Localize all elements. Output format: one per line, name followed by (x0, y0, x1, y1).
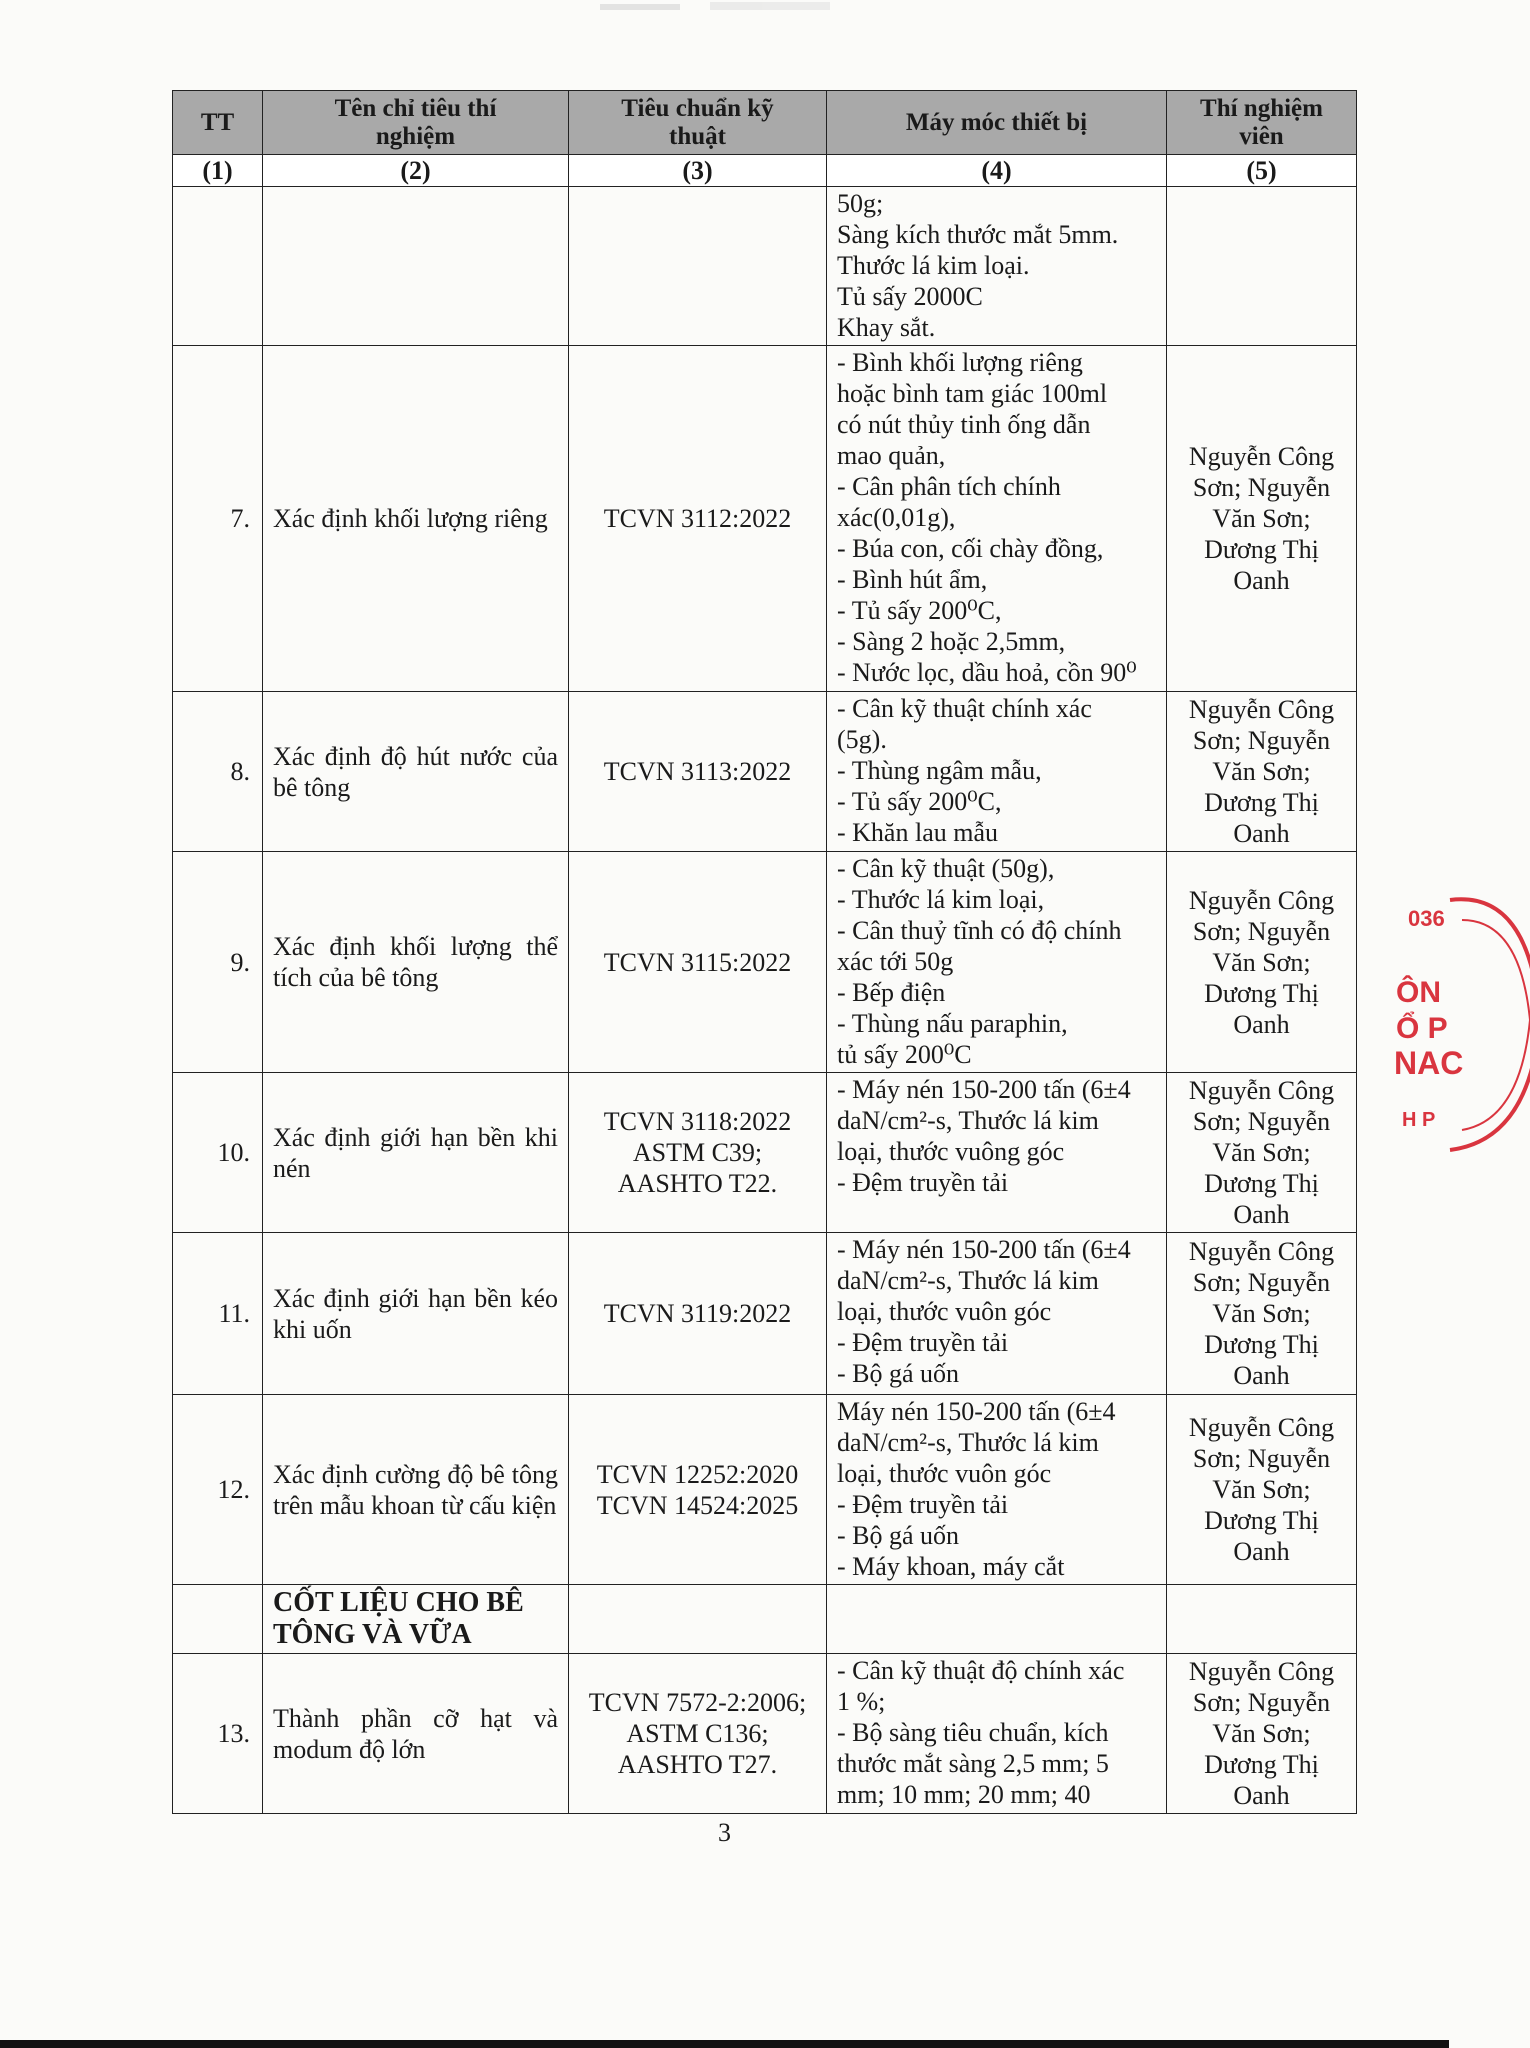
cell-line: - Cân kỹ thuật (50g), (837, 854, 1055, 883)
colnum-2: (2) (263, 155, 569, 187)
cell-line: xác(0,01g), (837, 503, 956, 532)
cell-line: - Tủ sấy 200⁰C, (837, 596, 1002, 625)
cell-line: Máy nén 150-200 tấn (6±4 (837, 1397, 1116, 1426)
cell-line: - Sàng 2 hoặc 2,5mm, (837, 627, 1066, 656)
cell-line: Văn Sơn; (1212, 504, 1311, 533)
colnum-1: (1) (173, 155, 263, 187)
cell-technician (1167, 1395, 1357, 1585)
cell-tt (173, 1585, 263, 1654)
cell-technician (1167, 346, 1357, 692)
cell-test-name: Thành phần cỡ hạt và modum độ lớn (263, 1654, 569, 1814)
cell-line: - Nước lọc, dầu hoả, cồn 90⁰ (837, 658, 1137, 687)
cell-standard (569, 1395, 827, 1585)
cell-line: - Máy nén 150-200 tấn (6±4 (837, 1075, 1131, 1104)
cell-line: Oanh (1233, 1200, 1290, 1229)
cell-line: 50g; (837, 189, 884, 218)
cell-person (1167, 1585, 1357, 1654)
cell-line: Văn Sơn; (1212, 947, 1311, 977)
header-equipment: Máy móc thiết bị (827, 91, 1167, 155)
cell-equipment (827, 692, 1167, 852)
cell-technician (1167, 1654, 1357, 1814)
cell-standard (569, 852, 827, 1073)
scan-bottom-edge (0, 2040, 1449, 2048)
cell-standard (569, 346, 827, 692)
cell-tt: 8. (173, 692, 263, 852)
cell-technician (1167, 692, 1357, 852)
cell-line: - Bộ gá uốn (837, 1521, 960, 1550)
header-standard: Tiêu chuẩn kỹ thuật (569, 91, 827, 155)
cell-line: loại, thước vuôn góc (837, 1297, 1052, 1326)
cell-line: AASHTO T22. (617, 1169, 778, 1198)
cell-line: TCVN 3115:2022 (603, 947, 792, 977)
header-person: Thí nghiệm viên (1167, 91, 1357, 155)
cell-line: Nguyễn Công (1188, 1413, 1335, 1442)
cell-line: Sàng kích thước mắt 5mm. (837, 220, 1119, 249)
cell-line: mm; 10 mm; 20 mm; 40 (837, 1780, 1091, 1809)
cell-line: - Bộ sàng tiêu chuẩn, kích (837, 1718, 1109, 1747)
cell-line: TCVN 3118:2022 (603, 1107, 792, 1136)
cell-line: - Cân thuỷ tĩnh có độ chính (837, 916, 1122, 945)
svg-text:Ổ P: Ổ P (1396, 1012, 1448, 1045)
cell-line: - Bình hút ẩm, (837, 565, 988, 594)
cell-equipment (827, 1073, 1167, 1233)
cell-line: Sơn; Nguyễn (1192, 1107, 1331, 1136)
cell-line: ASTM C39; (632, 1138, 763, 1167)
cell-technician (1167, 1233, 1357, 1395)
cell-test-name: Xác định khối lượng riêng (263, 346, 569, 692)
cell-line: Oanh (1233, 1361, 1290, 1390)
cell-standard (569, 1233, 827, 1395)
cell-test-name: Xác định khối lượng thể tích của bê tông (263, 852, 569, 1073)
cell-standard (569, 1585, 827, 1654)
cell-line: Oanh (1233, 1537, 1290, 1566)
cell-line: - Cân kỹ thuật độ chính xác (837, 1656, 1125, 1685)
section-title: CỐT LIỆU CHO BÊ TÔNG VÀ VỮA (263, 1585, 569, 1654)
cell-technician (1167, 852, 1357, 1073)
cell-line: Văn Sơn; (1212, 1719, 1311, 1748)
cell-line: Nguyễn Công (1188, 1076, 1335, 1105)
cell-line: Sơn; Nguyễn (1192, 726, 1331, 755)
cell-line: - Thùng ngâm mẫu, (837, 756, 1042, 785)
cell-line: Sơn; Nguyễn (1192, 1444, 1331, 1473)
table-row (173, 1233, 1357, 1395)
cell-line: Tủ sấy 2000C (837, 282, 983, 311)
svg-text:ÔN: ÔN (1396, 976, 1441, 1009)
cell-line: Dương Thị (1204, 1169, 1319, 1198)
cell-line: Nguyễn Công (1188, 695, 1335, 724)
cell-line: Văn Sơn; (1212, 1475, 1311, 1504)
cell-line: daN/cm²-s, Thước lá kim (837, 1428, 1099, 1457)
cell-line: Nguyễn Công (1188, 442, 1335, 471)
cell-line: - Bếp điện (837, 978, 946, 1007)
cell-tt: 13. (173, 1654, 263, 1814)
cell-tt: 7. (173, 346, 263, 692)
cell-line: TCVN 3113:2022 (603, 757, 792, 786)
table-row (173, 346, 1357, 692)
cell-line: - Bình khối lượng riêng (837, 348, 1083, 377)
cell-line: - Tủ sấy 200⁰C, (837, 787, 1002, 816)
cell-line: có nút thủy tinh ống dẫn (837, 410, 1091, 439)
cell-line: Oanh (1233, 1781, 1290, 1810)
table-row (173, 852, 1357, 1073)
cell-line: Dương Thị (1204, 1506, 1319, 1535)
colnum-4: (4) (827, 155, 1167, 187)
cell-line: Sơn; Nguyễn (1192, 473, 1331, 502)
cell-line: TCVN 7572-2:2006; (588, 1688, 807, 1717)
cell-line: - Đệm truyền tải (837, 1168, 1009, 1197)
cell-line: - Thước lá kim loại, (837, 885, 1045, 914)
cell-tt (173, 187, 263, 346)
cell-line: Oanh (1233, 819, 1290, 848)
cell-line: Dương Thị (1204, 788, 1319, 817)
cell-equipment (827, 346, 1167, 692)
cell-line: TCVN 14524:2025 (596, 1490, 799, 1520)
cell-technician (1167, 187, 1357, 346)
cell-line: Dương Thị (1204, 1330, 1319, 1359)
cell-line: Khay sắt. (837, 313, 936, 342)
cell-test-name (263, 187, 569, 346)
cell-line: Dương Thị (1204, 1750, 1319, 1779)
cell-standard (569, 692, 827, 852)
cell-line: - Đệm truyền tải (837, 1490, 1009, 1519)
cell-line: - Búa con, cối chày đồng, (837, 534, 1104, 563)
table-header-row (173, 91, 1357, 155)
header-tt: TT (173, 91, 263, 155)
cell-line: Văn Sơn; (1212, 757, 1311, 786)
cell-tt: 10. (173, 1073, 263, 1233)
cell-equipment (827, 1233, 1167, 1395)
cell-line: loại, thước vuông góc (837, 1137, 1065, 1166)
cell-equipment (827, 852, 1167, 1073)
cell-line: Sơn; Nguyễn (1192, 1688, 1331, 1717)
table-row (173, 1073, 1357, 1233)
svg-text:H P: H P (1402, 1109, 1436, 1131)
page-number: 3 (718, 1818, 731, 1847)
cell-line: - Thùng nấu paraphin, (837, 1009, 1068, 1038)
cell-test-name: Xác định cường độ bê tông trên mẫu khoan từ cấu kiện (263, 1395, 569, 1585)
section-row (173, 1585, 1357, 1654)
cell-tt: 11. (173, 1233, 263, 1395)
cell-equipment (827, 1395, 1167, 1585)
cell-line: TCVN 3112:2022 (603, 504, 792, 533)
cell-test-name: Xác định độ hút nước của bê tông (263, 692, 569, 852)
svg-text:036: 036 (1408, 906, 1445, 931)
cell-line: 1 %; (837, 1687, 886, 1716)
cell-standard (569, 1654, 827, 1814)
cell-line: xác tới 50g (837, 947, 954, 976)
cell-line: - Đệm truyền tải (837, 1328, 1009, 1357)
scan-artifact (590, 0, 860, 22)
cell-line: - Cân kỹ thuật chính xác (837, 694, 1092, 723)
cell-line: Dương Thị (1204, 978, 1319, 1008)
cell-line: tủ sấy 200⁰C (837, 1040, 972, 1069)
cell-technician (1167, 1073, 1357, 1233)
cell-equipment (827, 187, 1167, 346)
cell-line: - Máy khoan, máy cắt (837, 1552, 1065, 1581)
cell-standard (569, 187, 827, 346)
cell-line: loại, thước vuôn góc (837, 1459, 1052, 1488)
cell-line: (5g). (837, 725, 887, 754)
table-row (173, 187, 1357, 346)
colnum-5: (5) (1167, 155, 1357, 187)
cell-line: Oanh (1233, 1009, 1290, 1039)
cell-line: daN/cm²-s, Thước lá kim (837, 1266, 1099, 1295)
cell-tt: 9. (173, 852, 263, 1073)
cell-line: Nguyễn Công (1188, 1657, 1335, 1686)
cell-line: Văn Sơn; (1212, 1299, 1311, 1328)
cell-line: - Khăn lau mẫu (837, 818, 999, 847)
cell-line: hoặc bình tam giác 100ml (837, 379, 1108, 408)
cell-line: Văn Sơn; (1212, 1138, 1311, 1167)
header-name: Tên chỉ tiêu thí nghiệm (263, 91, 569, 155)
table-row (173, 1654, 1357, 1814)
cell-line: - Máy nén 150-200 tấn (6±4 (837, 1235, 1131, 1264)
cell-line: TCVN 3119:2022 (603, 1299, 792, 1328)
cell-equipment (827, 1585, 1167, 1654)
table-row (173, 692, 1357, 852)
cell-line: Thước lá kim loại. (837, 251, 1030, 280)
cell-line: daN/cm²-s, Thước lá kim (837, 1106, 1099, 1135)
cell-line: - Bộ gá uốn (837, 1359, 960, 1388)
cell-line: AASHTO T27. (617, 1750, 778, 1779)
cell-line: thước mắt sàng 2,5 mm; 5 (837, 1749, 1109, 1778)
table-body (173, 187, 1357, 1814)
column-number-row (173, 155, 1357, 187)
cell-line: - Cân phân tích chính (837, 472, 1061, 501)
criteria-table (172, 90, 1357, 1814)
cell-line: TCVN 12252:2020 (596, 1459, 799, 1489)
cell-tt: 12. (173, 1395, 263, 1585)
svg-text:NAC: NAC (1394, 1045, 1464, 1081)
red-seal-stamp (1390, 880, 1530, 1170)
cell-test-name: Xác định giới hạn bền khi nén (263, 1073, 569, 1233)
cell-line: Oanh (1233, 566, 1290, 595)
cell-line: mao quản, (837, 441, 946, 470)
cell-standard (569, 1073, 827, 1233)
cell-equipment (827, 1654, 1167, 1814)
cell-line: Sơn; Nguyễn (1192, 1268, 1331, 1297)
cell-line: Sơn; Nguyễn (1192, 916, 1331, 946)
cell-line: Nguyễn Công (1188, 885, 1335, 915)
colnum-3: (3) (569, 155, 827, 187)
cell-line: Dương Thị (1204, 535, 1319, 564)
cell-line: Nguyễn Công (1188, 1237, 1335, 1266)
table-row (173, 1395, 1357, 1585)
cell-test-name: Xác định giới hạn bền kéo khi uốn (263, 1233, 569, 1395)
cell-line: ASTM C136; (626, 1719, 769, 1748)
